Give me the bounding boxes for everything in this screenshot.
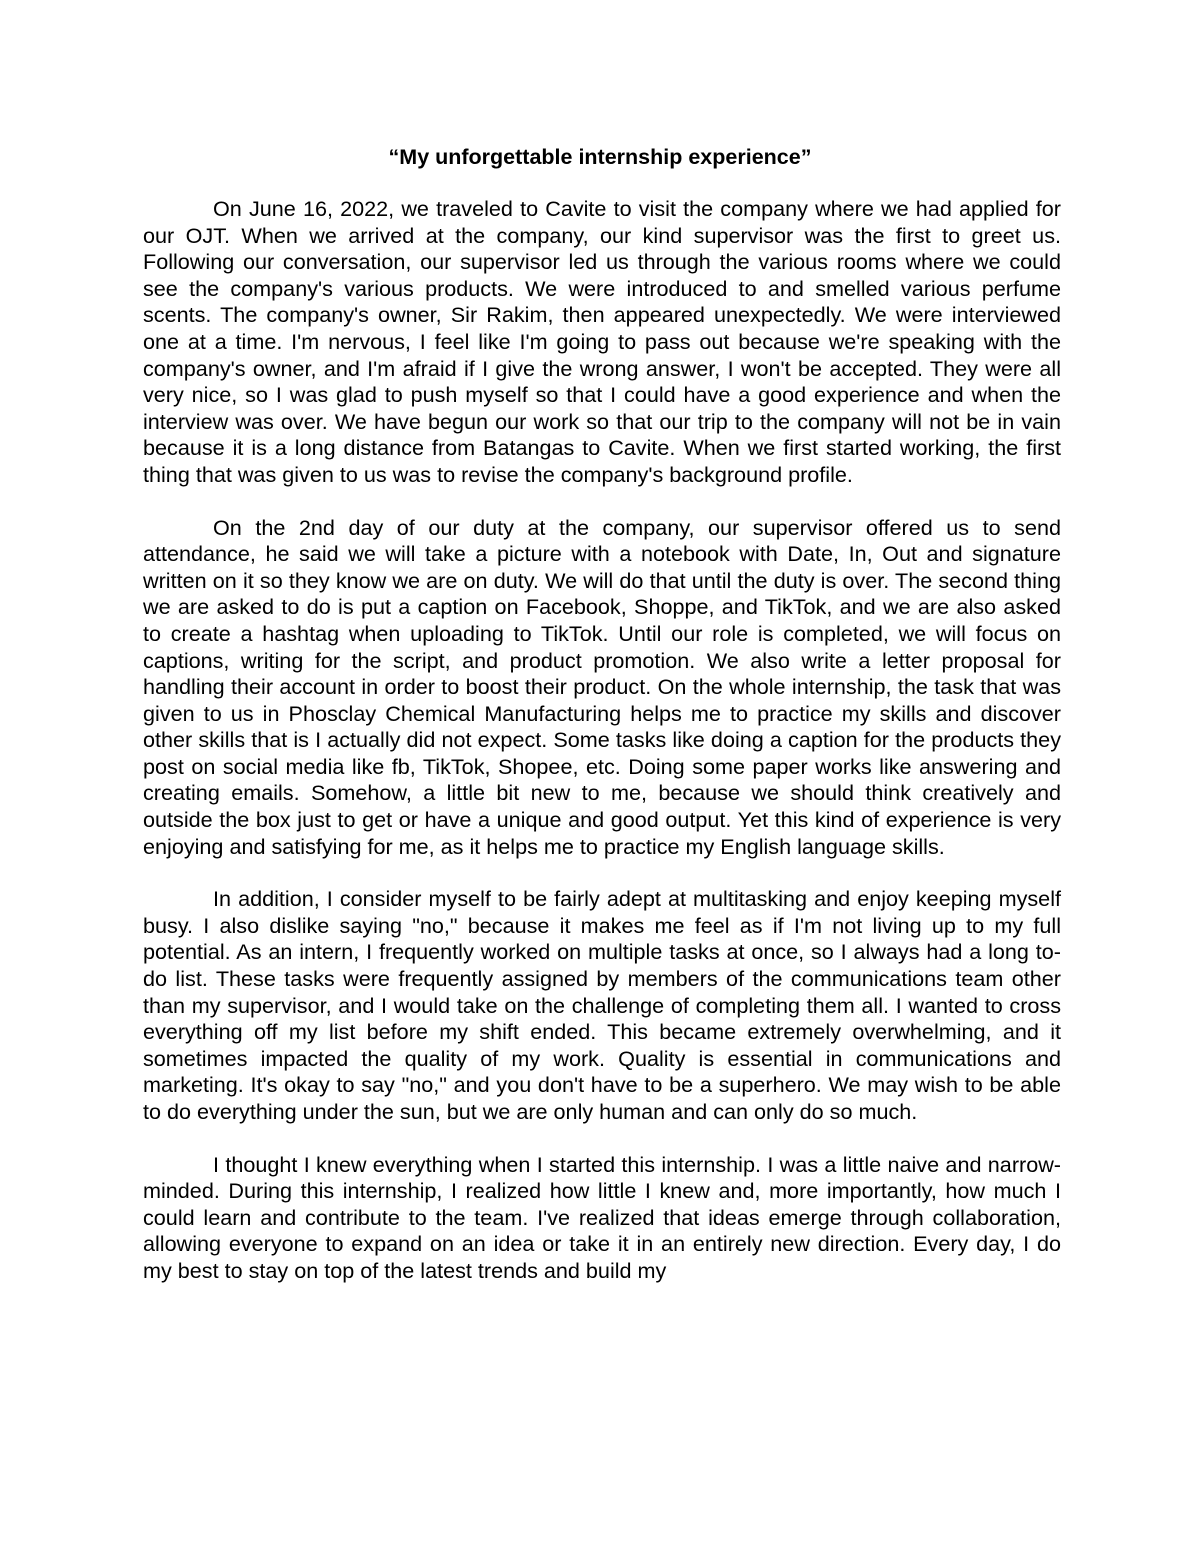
paragraph-4: I thought I knew everything when I started this internship. I was a little naive and narrow-minded. During this internship, I realized how little I knew and, more importantly, how much I could learn and contribute to the team. I've realized that ideas emerge through collaboration, allowing everyone to expand on an idea or take it in an entirely new direction. Every day, I do my best to stay on top of the latest trends and build my [143,1151,1061,1283]
document-body [143,196,1061,1311]
paragraph-1: On June 16, 2022, we traveled to Cavite to visit the company where we had applied for our OJT. When we arrived at the company, our kind supervisor was the first to greet us. Following our conversation, our supervisor led us through the various rooms where we could see the company's various products. We were introduced to and smelled various perfume scents. The company's owner, Sir Rakim, then appeared unexpectedly. We were interviewed one at a time. I'm nervous, I feel like I'm going to pass out because we're speaking with the company's owner, and I'm afraid if I give the wrong answer, I won't be accepted. They were all very nice, so I was glad to push myself so that I could have a good experience and when the interview was over. We have begun our work so that our trip to the company will not be in vain because it is a long distance from Batangas to Cavite. When we first started working, the first thing that was given to us was to revise the company's background profile. [143,196,1061,487]
document-title: “My unforgettable internship experience” [388,145,812,169]
paragraph-2: On the 2nd day of our duty at the company, our supervisor offered us to send attendance, he said we will take a picture with a notebook with Date, In, Out and signature written on it so they know we are on duty. We will do that until the duty is over. The second thing we are asked to do is put a caption on Facebook, Shoppe, and TikTok, and we are also asked to create a hashtag when uploading to TikTok. Until our role is completed, we will focus on captions, writing for the script, and product promotion. We also write a letter proposal for handling their account in order to boost their product. On the whole internship, the task that was given to us in Phosclay Chemical Manufacturing helps me to practice my skills and discover other skills that is I actually did not expect. Some tasks like doing a caption for the products they post on social media like fb, TikTok, Shopee, etc. Doing some paper works like answering and creating emails. Somehow, a little bit new to me, because we should think creatively and outside the box just to get or have a unique and good output. Yet this kind of experience is very enjoying and satisfying for me, as it helps me to practice my English language skills. [143,514,1061,859]
paragraph-3: In addition, I consider myself to be fairly adept at multitasking and enjoy keeping myself busy. I also dislike saying "no," because it makes me feel as if I'm not living up to my full potential. As an intern, I frequently worked on multiple tasks at once, so I always had a long to-do list. These tasks were frequently assigned by members of the communications team other than my supervisor, and I would take on the challenge of completing them all. I wanted to cross everything off my list before my shift ended. This became extremely overwhelming, and it sometimes impacted the quality of my work. Quality is essential in communications and marketing. It's okay to say "no," and you don't have to be a superhero. We may wish to be able to do everything under the sun, but we are only human and can only do so much. [143,886,1061,1124]
